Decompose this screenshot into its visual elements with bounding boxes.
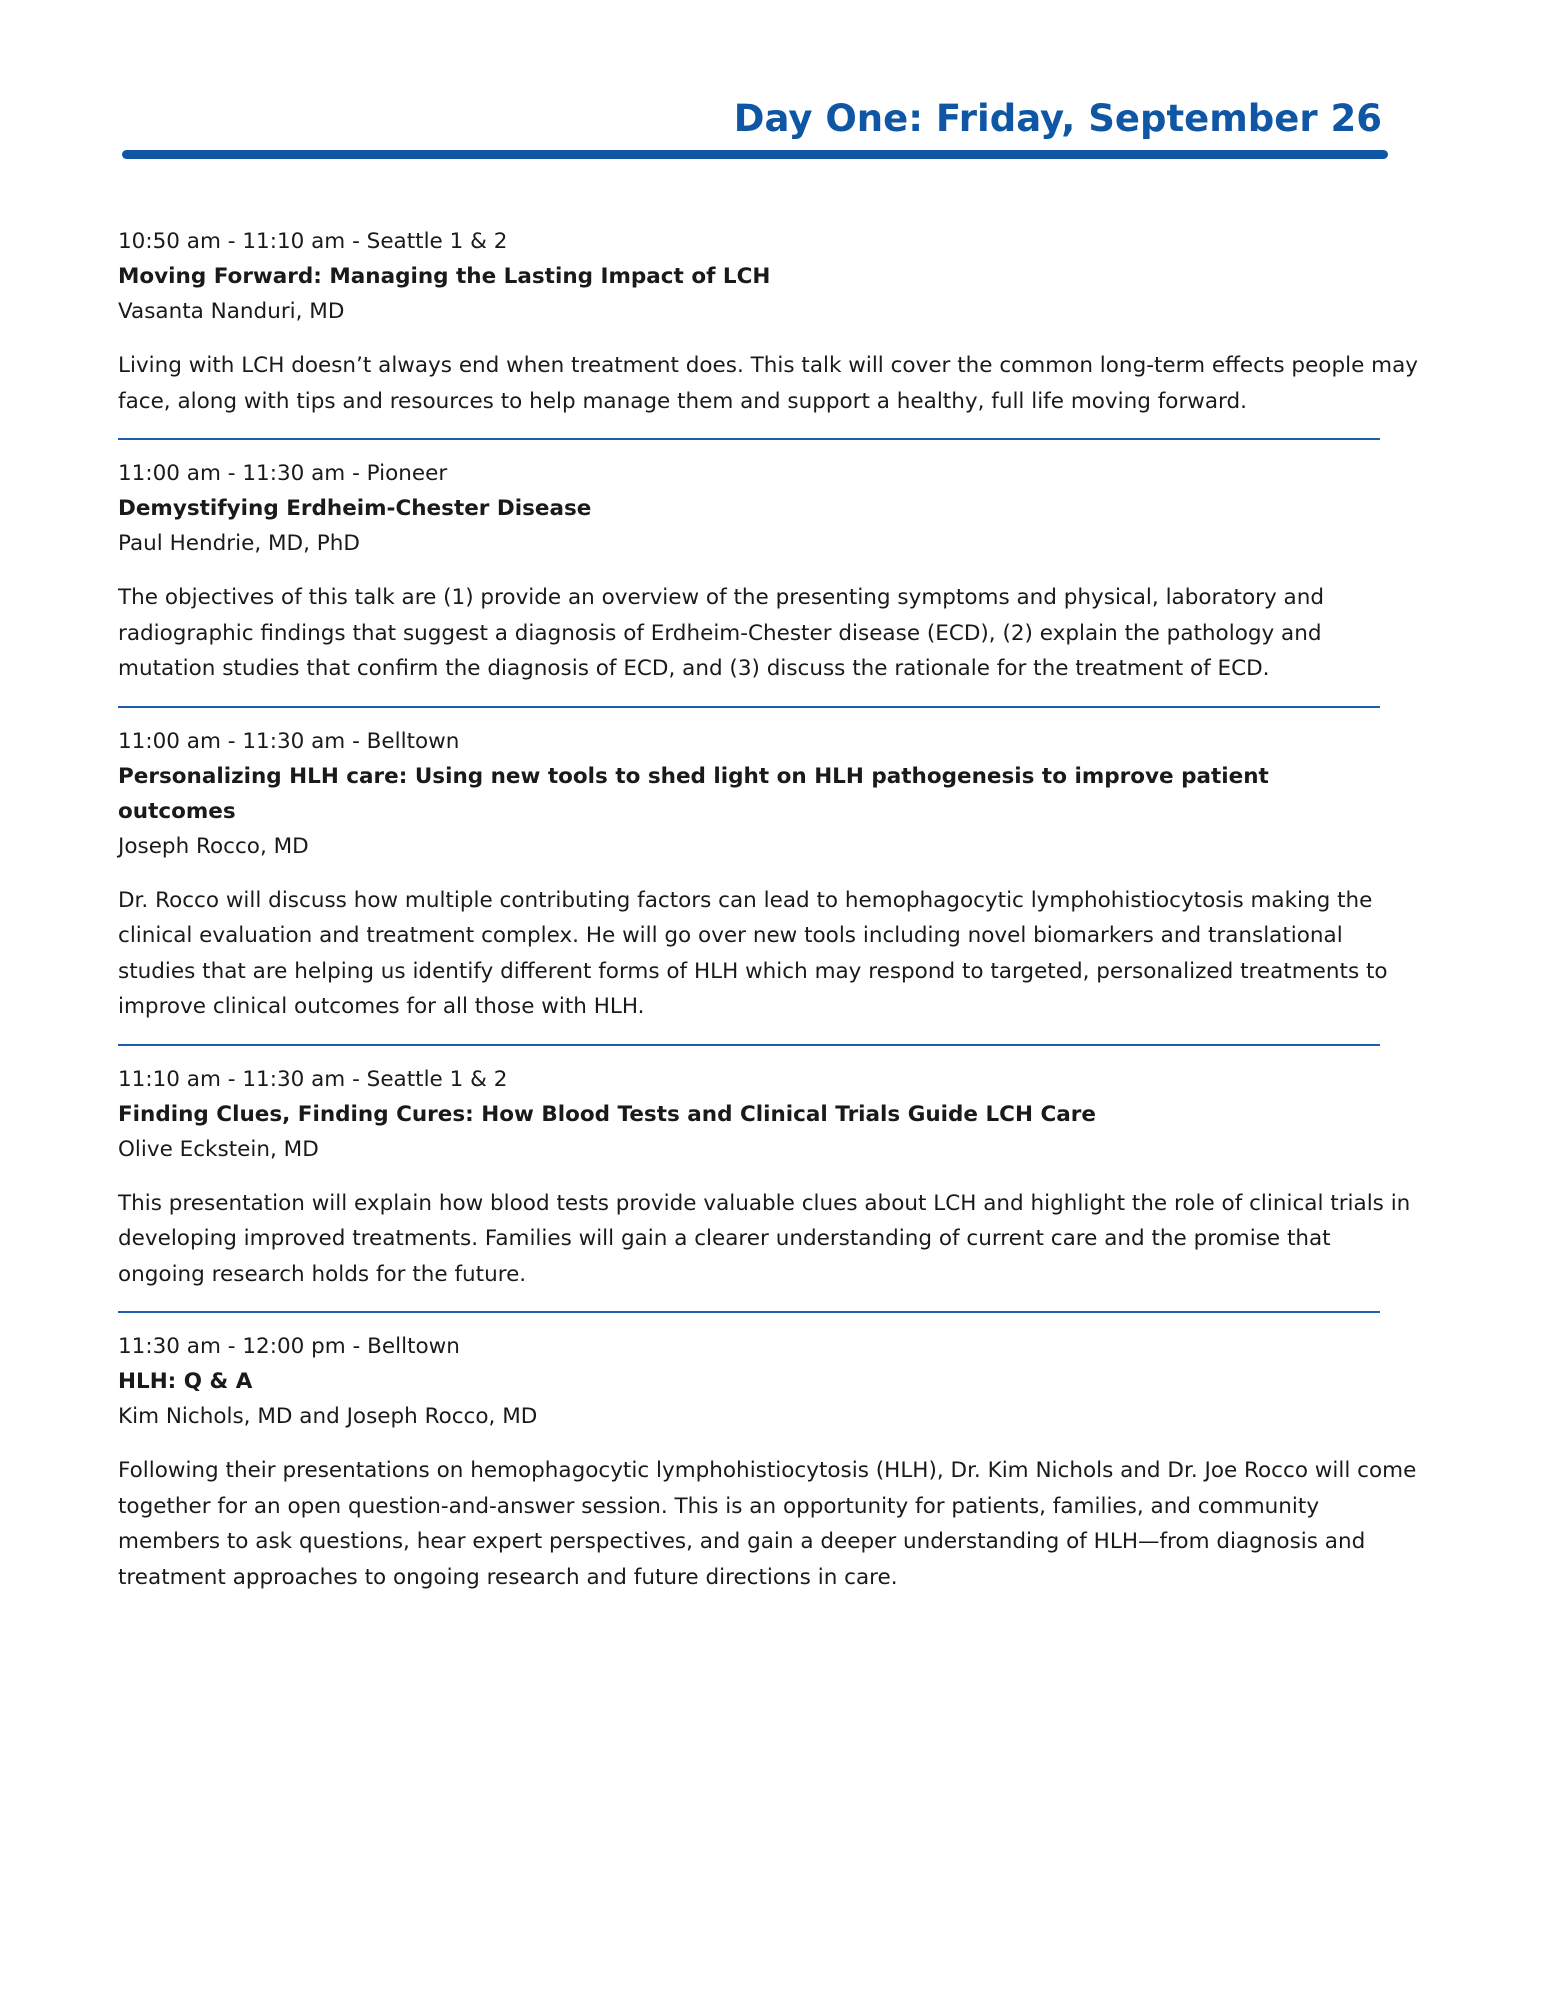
session-divider: [118, 706, 1380, 708]
session-speaker: Vasanta Nanduri, MD: [118, 299, 345, 324]
session-time-location: 11:10 am - 11:30 am - Seattle 1 & 2: [118, 1066, 508, 1092]
session-speaker: Joseph Rocco, MD: [118, 833, 309, 859]
session-speaker: Olive Eckstein, MD: [118, 1136, 319, 1162]
session-list: [118, 222, 1420, 1595]
header-rule: [122, 150, 1388, 159]
session-description: This presentation will explain how blood tests provide valuable clues about LCH and highlight the role of clinical trials in developing improved treatments. Families will gain a clearer understanding of current care and the promise that ongoing research holds for the future.: [118, 1190, 1411, 1287]
session-divider: [118, 438, 1380, 440]
session-time-location: 11:30 am - 12:00 pm - Belltown: [118, 1334, 460, 1359]
session-description: Living with LCH doesn’t always end when treatment does. This talk will cover the common long-term effects people may face, along with tips and resources to help manage them and support a healthy, full life moving forward.: [118, 353, 1418, 414]
session-description: The objectives of this talk are (1) provide an overview of the presenting symptoms and physical, laboratory and radiographic findings that suggest a diagnosis of Erdheim-Chester disease (ECD), (2) explain the pathology and mutation studies that confirm the diagnosis of ECD, and (3) discuss the rationale for the treatment of ECD.: [118, 585, 1324, 681]
session-title: HLH: Q & A: [118, 1369, 253, 1394]
session-item: [118, 454, 1420, 687]
session-title: Moving Forward: Managing the Lasting Impact of LCH: [118, 264, 771, 289]
page-header: [122, 92, 1388, 159]
session-time-location: 11:00 am - 11:30 am - Belltown: [118, 728, 460, 754]
session-description: Dr. Rocco will discuss how multiple contributing factors can lead to hemophagocytic lymphohistiocytosis making the clinical evaluation and treatment complex. He will go over new tools including novel biomarkers and translational studies that are helping us identify different forms of HLH which may respond to targeted, personalized treatments to improve clinical outcomes for all those with HLH.: [118, 887, 1388, 1019]
session-title: Demystifying Erdheim-Chester Disease: [118, 496, 592, 521]
page-title: Day One: Friday, September 26: [733, 97, 1382, 140]
session-speaker: Paul Hendrie, MD, PhD: [118, 531, 360, 556]
session-divider: [118, 1044, 1380, 1046]
session-divider: [118, 1311, 1380, 1313]
session-title: Personalizing HLH care: Using new tools to shed light on HLH pathogenesis to improve patient outcomes: [118, 763, 1269, 824]
session-time-location: 11:00 am - 11:30 am - Pioneer: [118, 461, 448, 486]
session-item: [118, 222, 1420, 419]
session-item: [118, 1060, 1420, 1293]
session-title: Finding Clues, Finding Cures: How Blood Tests and Clinical Trials Guide LCH Care: [118, 1101, 1096, 1127]
session-description: Following their presentations on hemophagocytic lymphohistiocytosis (HLH), Dr. Kim Nichols and Dr. Joe Rocco will come together for an open question-and-answer session. This is an opportunity for patients, families, and community members to ask questions, hear expert perspectives, and gain a deeper understanding of HLH—from diagnosis and treatment approaches to ongoing research and future directions in care.: [118, 1458, 1417, 1590]
session-item: [118, 722, 1420, 1025]
session-speaker: Kim Nichols, MD and Joseph Rocco, MD: [118, 1404, 538, 1429]
session-time-location: 10:50 am - 11:10 am - Seattle 1 & 2: [118, 229, 508, 254]
session-item: [118, 1327, 1420, 1595]
